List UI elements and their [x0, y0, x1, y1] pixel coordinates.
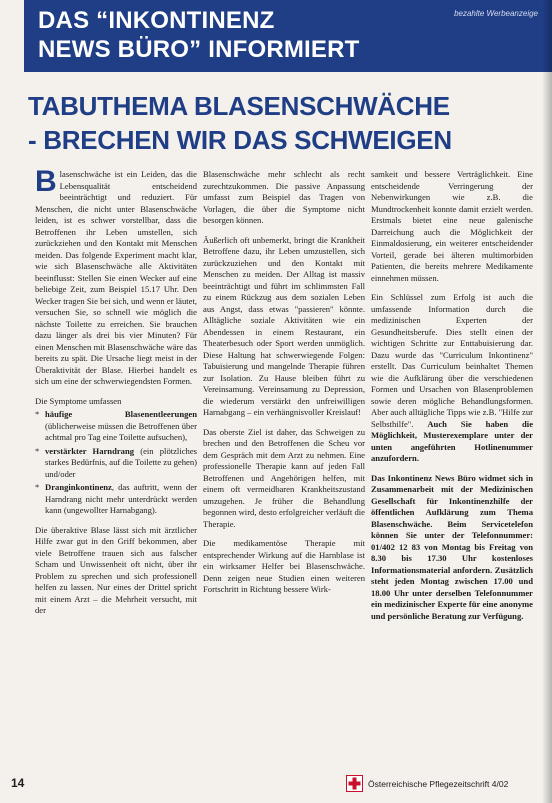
banner-title [38, 6, 438, 64]
news-buero-info: Das Inkontinenz News Büro widmet sich in Zusammenarbeit mit der Medizinischen Gesellschaft für Inkontinenzhilfe der öffentlichen Aufklärung zum Thema Blasenschwäche. Beim Servicetelefon können Sie unter der Telefonnummer: 01/402 12 83 von Montag bis Freitag von 8.30 bis 17.30 Uhr kostenloses Informationsmaterial anfordern. Zusätzlich steht jeden Montag zwischen 17.00 und 18.00 Uhr unter derselben Telefonnummer ein medizinischer Experte für eine anonyme und persönliche Beratung zur Verfügung. [371, 472, 533, 621]
header-banner [24, 0, 552, 72]
list-item [35, 482, 197, 517]
body-paragraph: samkeit und bessere Verträglichkeit. Eine entscheidende Verringerung der Nebenwirkungen wie z.B. die Mundtrockenheit konnte damit erzielt werden. Erstmals bietet eine neue galenische Darreichung auch die Möglichkeit der Einmaldosierung, ein weiterer entscheidender Vorteil, gerade bei älteren multimorbiden Patienten, die bereits mehrere Medikamente einnehmen müssen. [371, 169, 533, 283]
advertisement-tag: bezahlte Werbeanzeige [454, 9, 538, 18]
headline-line2: - BRECHEN WIR DAS SCHWEIGEN [28, 125, 452, 155]
body-paragraph: Blasenschwäche mehr schlecht als recht zurechtzukommen. Die passive Anpassung umfasst zum Beispiel das Tragen von Vorlagen, die über die Symptome nicht besorgen können. [203, 169, 365, 225]
intro-paragraph [35, 169, 197, 388]
intro-text: lasenschwäche ist ein Leiden, das die Lebensqualität entscheidend beeinträchtigt und reduziert. Für Menschen, die nicht unter Blasenschwäche leiden, ist es schwer vorstellbar, dass die Betroffenen ihr Leben umstellen, sich zurückziehen und den Kontakt mit Menschen meiden. Das folgende Experiment macht klar, wie sich Blasenschwäche alle Aktivitäten beeinflusst: Stellen Sie einen Wecker auf eine beliebige Zeit, zum Beispiel 15.17 Uhr. Den Wecker tragen Sie bei sich, und wenn er läutet, versuchen Sie, so schnell wie möglich die nächste Toilette zu erreichen. Sie brauchen dazu länger als drei bis vier Minuten? Für einen Menschen mit Blasenschwäche wäre das bereits zu spät. Die Ursache liegt meist in der Überaktivität der Blase. Hierbei handelt es sich um eine der schwerwiegendsten Formen. [35, 169, 197, 386]
article-column-1 [35, 169, 197, 781]
page-number: 14 [11, 776, 25, 790]
body-paragraph: Äußerlich oft unbemerkt, bringt die Krankheit Betroffene dazu, ihr Leben umzustellen, sich zurückzuziehen und den Kontakt mit Menschen zu meiden. Der Alltag ist massiv beeinträchtigt und führt im schlimmsten Fall zu einem Rückzug aus dem sozialen Leben aus Angst, dass etwas "passieren" könnte. Alltägliche soziale Aktivitäten wie ein Abendessen in einem Restaurant, ein Theaterbesuch oder Sport werden unmöglich. Diese Haltung hat schwerwiegende Folgen: Tabuisierung und mangelnde Therapie führen zur Isolation. Zu Hause bleiben führt zu Vereinsamung. Vereinsamung zu Depression, die wiederum verstärkt den unfreiwilligen Harnabgang – ein verhängnisvoller Kreislauf! [203, 234, 365, 417]
body-paragraph: Die medikamentöse Therapie mit entsprechender Wirkung auf die Harnblase ist ein wirksamer Helfer bei Blasenschwäche. Denn zeigen neue Studien einen weiteren Fortschritt in Richtung bessere Wirk- [203, 538, 365, 594]
red-cross-logo-icon [346, 775, 363, 792]
banner-title-line2: NEWS BÜRO” INFORMIERT [38, 36, 360, 63]
list-item [35, 446, 197, 481]
article-column-2 [203, 169, 365, 781]
sample-request-text: Auch Sie haben die Möglichkeit, Musterexemplare unter der unten angeführten Hotlinenummer anzufordern. [371, 418, 533, 463]
body-paragraph: Die überaktive Blase lässt sich mit ärztlicher Hilfe zwar gut in den Griff bekommen, aber viele Betroffene trauen sich aus falscher Scham und Unwissenheit oft nicht, über ihr Problem zu sprechen und sich professionell helfen zu lassen. Nur eines der Drittel spricht mit einem Arzt – die Mehrheit versucht, mit der [35, 524, 197, 615]
asterisk-bullet: * [35, 409, 40, 419]
article-headline [28, 89, 544, 157]
banner-title-line1: DAS “INKONTINENZ [38, 7, 275, 34]
symptom-term: Dranginkontinenz [45, 482, 112, 492]
drop-cap: B [35, 169, 57, 198]
symptom-term: verstärkter Harndrang [45, 445, 135, 456]
list-item [35, 409, 197, 444]
asterisk-bullet: * [35, 482, 40, 492]
symptom-list [35, 409, 197, 517]
body-paragraph [371, 292, 533, 465]
publication-name: Österreichische Pflegezeitschrift 4/02 [368, 779, 509, 789]
page-edge-shadow [542, 0, 552, 803]
headline-line1: TABUTHEMA BLASENSCHWÄCHE [28, 91, 450, 121]
symptom-description: (üblicherweise müssen die Betroffenen über achtmal pro Tag eine Toilette aufsuchen), [45, 420, 197, 442]
symptoms-intro: Die Symptome umfassen [35, 395, 122, 406]
symptom-term: häufige Blasenentleerungen [45, 409, 197, 419]
body-paragraph: Das oberste Ziel ist daher, das Schweigen zu brechen und den Betroffenen die Scheu vor dem Gespräch mit dem Arzt zu nehmen. Eine professionelle Therapie kann auf jeden Fall Betroffenen und Angehörigen helfen, mit einem oft vermeidbaren Krankheitszustand umzugehen. Je früher die Behandlung begonnen wird, desto erfolgreicher verläuft die Therapie. [203, 426, 365, 529]
asterisk-bullet: * [35, 445, 40, 456]
curriculum-text: Ein Schlüssel zum Erfolg ist auch die umfassende Information durch die medizinischen Experten der Gesundheitsberufe. Dies stellt einen der wichtigen Schritte zur Enttabuisierung dar. Dazu wurde das "Curriculum Inkontinenz" erstellt. Das Curriculum beinhaltet Themen wie die Aufklärung über die verschiedenen Formen und Ursachen von Blasenproblemen sowie deren mögliche Behandlungsformen. Aber auch alltägliche Tipps wie z.B. "Hilfe zur Selbsthilfe". [371, 292, 533, 429]
symptom-description: , das auftritt, wenn der Harndrang nicht mehr unterdrückt werden kann (ungewollter Harnabgang). [45, 482, 197, 515]
symptom-description: (ein plötzliches starkes Bedürfnis, auf die Toilette zu gehen) und/oder [45, 445, 197, 479]
article-column-3 [371, 169, 533, 781]
